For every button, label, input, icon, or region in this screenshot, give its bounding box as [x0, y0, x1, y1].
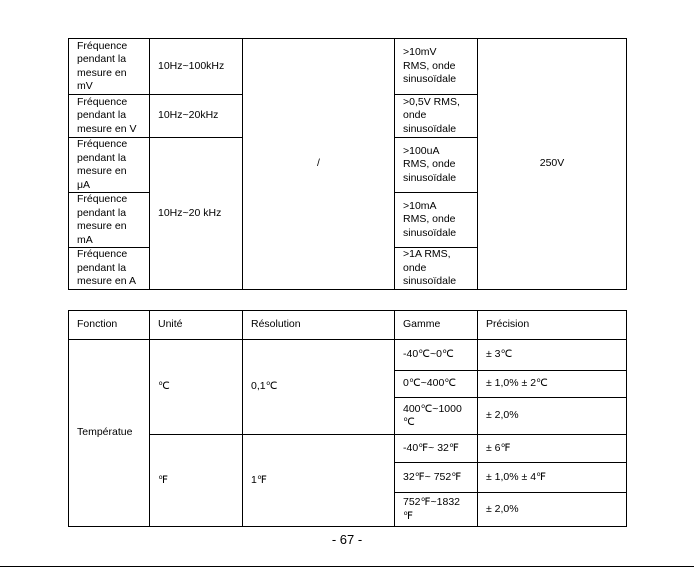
bottom-divider	[0, 566, 694, 567]
range-cell: 400℃~1000 ℃	[395, 398, 478, 435]
precision-cell: ± 3℃	[478, 340, 627, 371]
precision-cell: ± 1,0% ± 4℉	[478, 463, 627, 493]
max-input-voltage-cell: 250V	[478, 39, 627, 290]
unit-cell: ℃	[150, 340, 243, 435]
sensitivity-cell: >1A RMS, onde sinusoïdale	[395, 248, 478, 290]
function-cell: Fréquence pendant la mesure en V	[69, 95, 150, 138]
table-row	[69, 39, 627, 95]
sensitivity-cell: >10mV RMS, onde sinusoïdale	[395, 39, 478, 95]
range-cell: 752℉~1832 ℉	[395, 493, 478, 527]
header-function: Fonction	[69, 311, 150, 340]
range-cell: 32℉~ 752℉	[395, 463, 478, 493]
frequency-range-cell: 10Hz~20 kHz	[150, 138, 243, 290]
function-cell: Fréquence pendant la mesure en μA	[69, 138, 150, 193]
range-cell: -40℉~ 32℉	[395, 435, 478, 463]
resolution-cell: 1℉	[243, 435, 395, 527]
function-cell: Fréquence pendant la mesure en mV	[69, 39, 150, 95]
precision-cell: ± 1,0% ± 2℃	[478, 371, 627, 398]
header-precision: Précision	[478, 311, 627, 340]
sensitivity-cell: >100uA RMS, onde sinusoïdale	[395, 138, 478, 193]
frequency-range-cell: 10Hz~100kHz	[150, 39, 243, 95]
table-row	[69, 435, 627, 463]
header-range: Gamme	[395, 311, 478, 340]
header-resolution: Résolution	[243, 311, 395, 340]
frequency-spec-table	[68, 38, 627, 290]
function-cell: Températue	[69, 340, 150, 527]
precision-cell: ± 2,0%	[478, 398, 627, 435]
frequency-range-cell: 10Hz~20kHz	[150, 95, 243, 138]
not-applicable-cell: /	[243, 39, 395, 290]
header-unit: Unité	[150, 311, 243, 340]
range-cell: -40℃~0℃	[395, 340, 478, 371]
sensitivity-cell: >10mA RMS, onde sinusoïdale	[395, 193, 478, 248]
table-header-row	[69, 311, 627, 340]
range-cell: 0℃~400℃	[395, 371, 478, 398]
precision-cell: ± 6℉	[478, 435, 627, 463]
function-cell: Fréquence pendant la mesure en mA	[69, 193, 150, 248]
table-row	[69, 340, 627, 371]
sensitivity-cell: >0,5V RMS, onde sinusoïdale	[395, 95, 478, 138]
page-number: - 67 -	[331, 532, 363, 547]
precision-cell: ± 2,0%	[478, 493, 627, 527]
function-cell: Fréquence pendant la mesure en A	[69, 248, 150, 290]
resolution-cell: 0,1℃	[243, 340, 395, 435]
unit-cell: ℉	[150, 435, 243, 527]
temperature-spec-table	[68, 310, 627, 527]
